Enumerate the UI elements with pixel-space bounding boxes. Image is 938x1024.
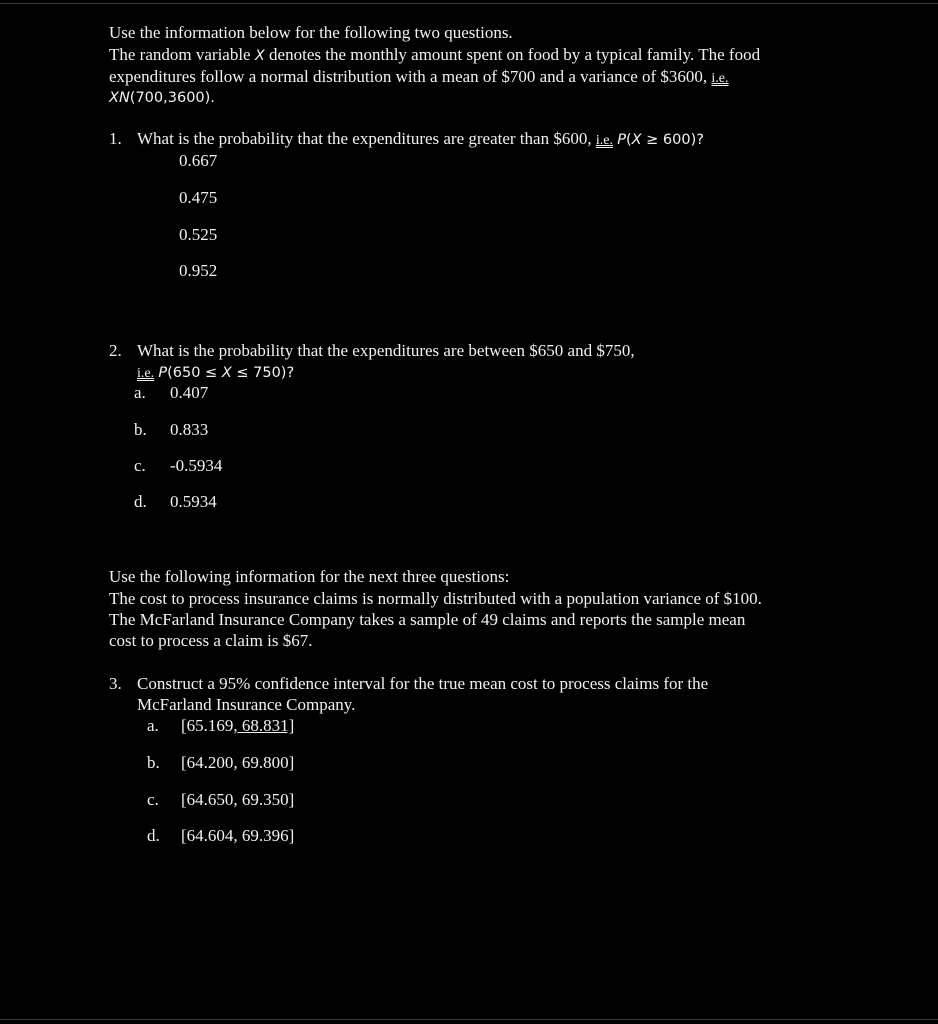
q1-choice-1[interactable]: 0.667 [179,151,218,170]
section2-intro-line4: cost to process a claim is $67. [109,631,313,650]
q2-choice-c-letter: c. [134,456,146,475]
q1-number: 1. [109,129,122,148]
q1-text: What is the probability that the expenditures are greater than $600, i.e. P(X ≥ 600)? [137,129,704,148]
bottom-border [0,1019,938,1020]
q3-choice-a[interactable] [181,715,294,736]
q2-text-line2: i.e. P(650 ≤ X ≤ 750)? [137,365,295,381]
section1-intro-line3: expenditures follow a normal distribution with a mean of $700 and a variance of $3600, i.e. [109,67,729,86]
q3-choice-a-end: , 68.831] [233,716,295,735]
q2-choice-c[interactable]: -0.5934 [170,456,223,475]
q2-choice-d[interactable]: 0.5934 [170,492,217,511]
section2-intro-line1: Use the following information for the next three questions: [109,567,510,586]
q3-choice-d-letter: d. [147,826,160,845]
q3-number: 3. [109,674,122,693]
q1-choice-3[interactable]: 0.525 [179,225,218,244]
q2-text-line1: What is the probability that the expenditures are between $650 and $750, [137,341,635,360]
q3-choice-a-letter: a. [147,716,159,735]
section1-intro-line1: Use the information below for the following two questions. [109,23,513,42]
q2-choice-d-letter: d. [134,492,147,511]
q3-choice-c[interactable]: [64.650, 69.350] [181,790,295,809]
q2-choice-b[interactable]: 0.833 [170,420,209,439]
q3-text-line1: Construct a 95% confidence interval for the true mean cost to process claims for the [137,674,709,693]
q1-choice-2[interactable]: 0.475 [179,188,218,207]
q3-choice-c-letter: c. [147,790,159,809]
section2-intro-line2: The cost to process insurance claims is normally distributed with a population variance of $100. [109,589,762,608]
top-border [0,3,938,4]
q3-choice-d[interactable]: [64.604, 69.396] [181,826,295,845]
q3-choice-b[interactable]: [64.200, 69.800] [181,753,295,772]
q2-number: 2. [109,341,122,360]
q3-text-line2: McFarland Insurance Company. [137,695,356,714]
q3-choice-a-start: [65.169 [181,716,234,735]
section1-intro-line4: XN(700,3600). [109,90,215,106]
q1-choice-4[interactable]: 0.952 [179,261,218,280]
q3-choice-b-letter: b. [147,753,160,772]
section1-intro-line2: The random variable X denotes the monthly amount spent on food by a typical family. The food [109,45,761,64]
q2-choice-a[interactable]: 0.407 [170,383,209,402]
section2-intro-line3: The McFarland Insurance Company takes a sample of 49 claims and reports the sample mean [109,610,746,629]
q2-choice-b-letter: b. [134,420,147,439]
q2-choice-a-letter: a. [134,383,146,402]
